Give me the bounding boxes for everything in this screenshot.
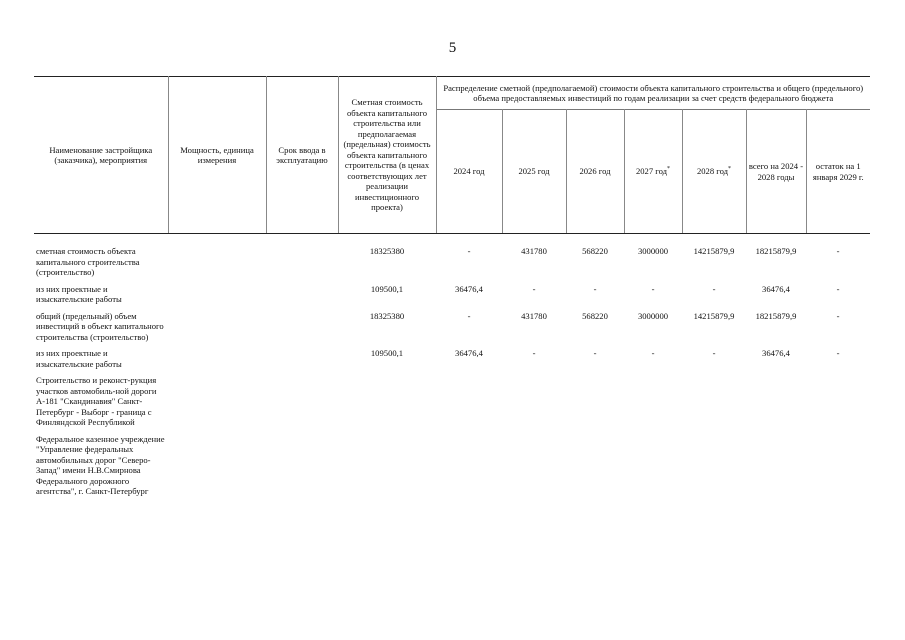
header-2028-label: 2028 год [696, 166, 729, 177]
header-total: всего на 2024 - 2028 годы [746, 110, 806, 234]
row-2028: 14215879,9 [693, 310, 735, 321]
row-commissioning [266, 348, 338, 369]
row-2025: - [532, 348, 536, 358]
investment-table [34, 76, 870, 497]
row-2026: 568220 [582, 310, 608, 321]
page-number: 5 [448, 40, 457, 56]
row-2026: - [593, 348, 597, 358]
row-capacity [168, 311, 266, 343]
row-capacity [168, 284, 266, 305]
project-name: Строительство и реконст-рукция участков автомобиль-ной дороги А-181 "Скандинавия" Санкт-Петербург - Выборг - граница с Финляндской Республикой [36, 375, 157, 427]
row-cost: 18325380 [369, 310, 405, 321]
row-2027: 3000000 [637, 246, 669, 256]
header-distribution: Распределение сметной (предполагаемой) стоимости объекта капитального строительства и общего (предельного) объема предоставляемых инвестиций по годам реализации за счет средств федерального бюджета [436, 77, 870, 110]
header-2028 [682, 110, 746, 234]
row-commissioning [266, 284, 338, 305]
row-2027: - [651, 283, 655, 294]
row-2025: 431780 [521, 310, 547, 321]
row-2028: - [712, 348, 716, 358]
row-2026: - [593, 283, 597, 294]
row-2024: - [467, 246, 471, 256]
row-name: из них проектные и изыскательские работы [36, 283, 122, 304]
header-commissioning: Срок ввода в эксплуатацию [266, 77, 338, 234]
project-row [34, 375, 870, 428]
row-2024: 36476,4 [455, 348, 483, 358]
row-remainder: - [836, 348, 840, 358]
row-name: из них проектные и изыскательские работы [36, 348, 122, 369]
table-row [34, 234, 870, 278]
table-row [34, 348, 870, 369]
footnote-mark-2027: * [667, 166, 671, 173]
header-2027 [624, 110, 682, 234]
row-name: общий (предельный) объем инвестиций в объект капитального строительства (строительство) [36, 310, 164, 342]
customer-name: Федеральное казенное учреждение "Управление федеральных автомобильных дорог "Северо-Запад" имени Н.В.Смирнова Федерального дорожного агентства", г. Санкт-Петербург [36, 433, 165, 496]
row-cost: 109500,1 [370, 348, 404, 358]
header-2027-label: 2027 год [635, 166, 668, 177]
row-commissioning [266, 311, 338, 343]
footnote-mark-2028: * [728, 166, 732, 173]
row-commissioning [266, 234, 338, 278]
row-remainder: - [836, 310, 840, 321]
row-remainder: - [836, 246, 840, 256]
row-name: сметная стоимость объекта капитального строительства (строительство) [36, 246, 140, 277]
row-2026: 568220 [582, 246, 608, 256]
row-capacity [168, 234, 266, 278]
row-2027: 3000000 [637, 310, 669, 321]
customer-row [34, 434, 870, 497]
table-row [34, 284, 870, 305]
row-total: 36476,4 [762, 348, 790, 358]
row-capacity [168, 348, 266, 369]
row-2024: - [467, 310, 471, 321]
row-2027: - [651, 348, 655, 358]
header-2026: 2026 год [566, 110, 624, 234]
row-total: 18215879,9 [755, 246, 797, 256]
row-remainder: - [836, 283, 840, 294]
header-capacity: Мощность, единица измерения [168, 77, 266, 234]
row-total: 36476,4 [762, 283, 790, 294]
row-cost: 18325380 [369, 246, 405, 256]
table-row [34, 311, 870, 343]
header-2025: 2025 год [502, 110, 566, 234]
row-total: 18215879,9 [755, 310, 797, 321]
header-2024: 2024 год [436, 110, 502, 234]
row-2028: - [712, 283, 716, 294]
header-remainder: остаток на 1 января 2029 г. [806, 110, 870, 234]
row-2025: 431780 [521, 246, 547, 256]
row-2025: - [532, 283, 536, 294]
header-estimated-cost: Сметная стоимость объекта капитального строительства или предполагаемая (предельная) стоимость объекта капитального строительства (в ценах соответствующих лет реализации инвестиционного проекта) [338, 77, 436, 234]
row-cost: 109500,1 [370, 283, 404, 294]
row-2024: 36476,4 [455, 283, 483, 294]
row-2028: 14215879,9 [693, 246, 735, 256]
header-name: Наименование застройщика (заказчика), мероприятия [34, 77, 168, 234]
